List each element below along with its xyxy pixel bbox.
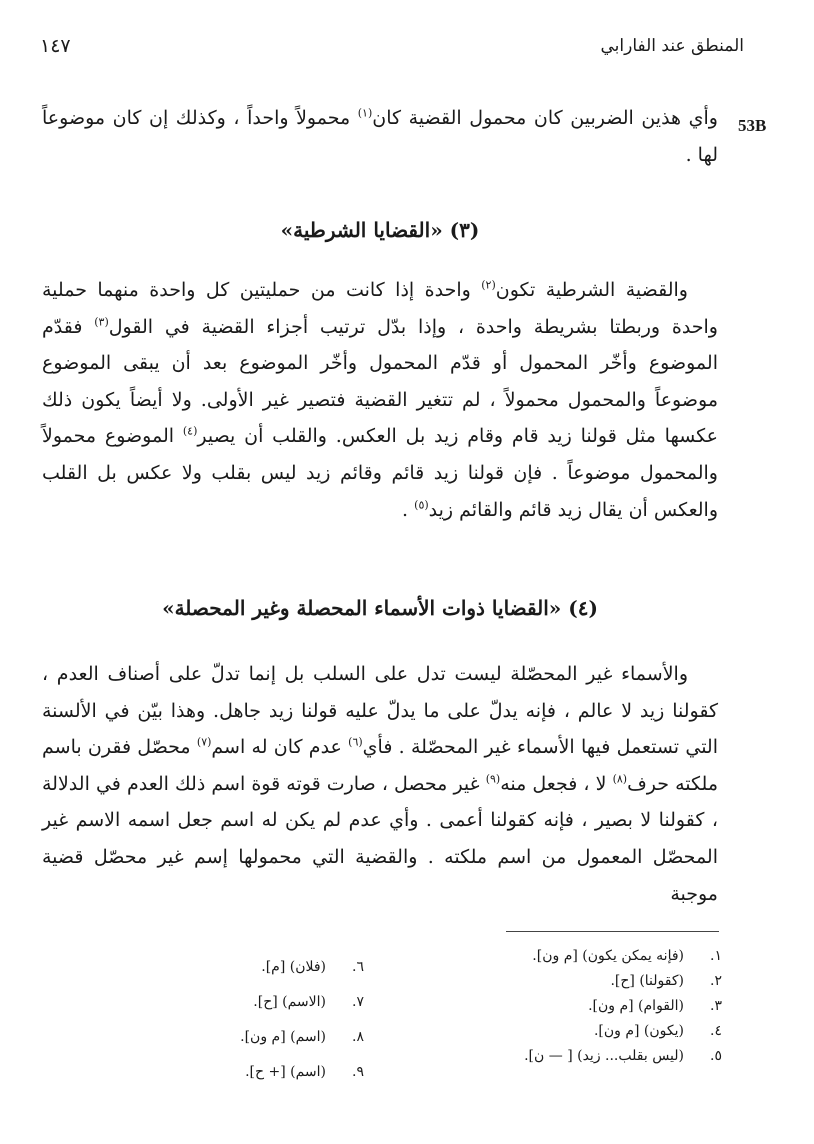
footnote-text: (الاسم) [ح]. [253,994,326,1010]
footnote-number: ١. [710,948,722,964]
footnote-text: (ليس بقلب... زيد) [ — ن]. [524,1048,684,1064]
footnote-ref-9[interactable]: (٩) [485,772,501,786]
margin-reference: 53B [738,116,767,135]
footnote-item [382,1019,722,1044]
footnote-number: ٦. [352,959,364,975]
s4-text-4: لا ، فجعل منه [500,772,613,795]
footnote-text: (اسم) [+ ح]. [245,1064,326,1080]
footnote-ref-4[interactable]: (٤) [182,425,198,439]
s4-text-5: غير محصل ، صارت قوته قوة اسم ذلك العدم في الدلالة ، كقولنا لا بصير ، فإنه كقولنا أعمى . وأي عدم لم يكن له اسم جعل اسمه الاسم غير المحصّل المعمول من اسم ملكته . والقضية التي محمولها إسم غير محصّل قضية موجبة [42,772,718,905]
footnote-item [134,1055,364,1090]
page-number: ١٤٧ [40,35,71,57]
footnote-text: (اسم) [م ون]. [240,1029,326,1045]
section-3-heading: (٣) «القضايا الشرطية» [280,218,480,242]
footnotes-left-column [134,950,364,1090]
section-3-paragraph [42,272,718,528]
footnote-item [382,969,722,994]
footnote-divider [506,931,719,932]
footnote-ref-3[interactable]: (٣) [94,315,109,329]
footnote-ref-1[interactable]: (١) [357,106,373,120]
s3-text-3: فقدّم الموضوع وأخّر المحمول أو قدّم المحمول وأخّر الموضوع بعد أن يبقى الموضوع موضوعاً والمحمول محمولاً ، لم تتغير القضية فتصير غير الأولى. ولا أيضاً يكون ذلك عكسها مثل قولنا زيد قام وقام زيد بل العكس. والقلب أن يصير [42,315,718,448]
footnote-item [382,994,722,1019]
footnote-number: ٩. [352,1064,364,1080]
footnote-text: (فلان) [م]. [261,959,326,975]
running-title: المنطق عند الفارابي [600,36,744,56]
s3-text-4: الموضوع محمولاً والمحمول موضوعاً . فإن قولنا زيد قائم وقائم زيد ليس بقلب ولا عكس بل القلب والعكس أن يقال زيد قائم والقائم زيد [42,425,718,521]
footnote-number: ٨. [352,1029,364,1045]
s3-text-2: واحدة إذا كانت من حمليتين كل واحدة منهما حملية واحدة وربطتا بشريطة واحدة ، وإذا بدّل ترتيب أجزاء القضية في القول [42,279,718,338]
intro-text-1: وأي هذين الضربين كان محمول القضية كان [372,107,718,129]
footnote-item [134,950,364,985]
footnote-number: ٧. [352,994,364,1010]
footnote-ref-6[interactable]: (٦) [348,735,363,749]
footnote-text: (كقولنا) [ح]. [610,973,684,989]
intro-text-2: محمولاً واحداً ، وكذلك إن كان موضوعاً لها . [42,107,718,166]
section-3-text [42,272,718,528]
footnotes-right-column [382,944,722,1069]
s4-text-2: عدم كان له اسم [211,736,349,759]
section-4-text [42,656,718,912]
footnote-text: (يكون) [م ون]. [593,1023,684,1039]
intro-text [42,100,718,173]
s4-text-3: محصّل فقرن باسم ملكته حرف [42,736,718,795]
s3-text-1: والقضية الشرطية تكون [495,279,688,301]
footnote-item [134,985,364,1020]
footnote-item [382,944,722,969]
footnote-ref-7[interactable]: (٧) [196,735,212,749]
section-4-heading: (٤) «القضايا ذوات الأسماء المحصلة وغير المحصلة» [162,596,598,620]
footnote-ref-8[interactable]: (٨) [612,772,628,786]
footnote-number: ٣. [710,998,722,1014]
footnote-number: ٤. [710,1023,722,1039]
footnote-text: (فإنه يمكن يكون) [م ون]. [532,948,684,964]
footnote-item [134,1020,364,1055]
footnote-ref-5[interactable]: (٥) [414,498,429,512]
intro-paragraph [42,100,718,173]
footnote-number: ٢. [710,973,722,989]
footnote-number: ٥. [710,1048,722,1064]
s4-text-1: والأسماء غير المحصّلة ليست تدل على السلب بل إنما تدلّ على أصناف العدم ، كقولنا زيد لا عالم ، فإنه يدلّ على ما يدلّ عليه قولنا زيد جاهل. وهذا بيّن في الألسنة التي تستعمل فيها الأسماء غير المحصّلة . فأي [42,663,718,759]
footnote-ref-2[interactable]: (٢) [481,278,496,292]
footnote-item [382,1044,722,1069]
footnote-text: (القوام) [م ون]. [588,998,684,1014]
section-4-paragraph [42,656,718,912]
page-header [40,34,744,58]
s3-text-5: . [402,498,415,521]
